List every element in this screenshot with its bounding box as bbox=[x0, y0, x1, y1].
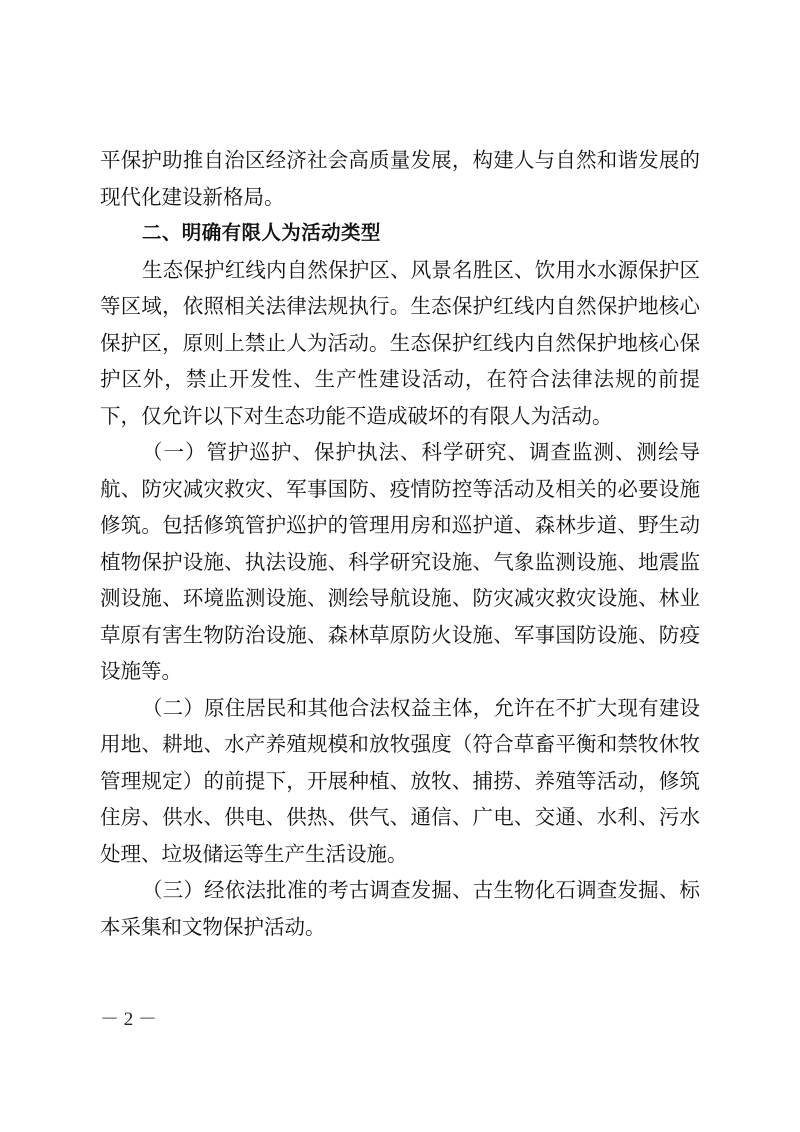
document-body bbox=[100, 142, 700, 945]
paragraph-item-3: （三）经依法批准的考古调查发掘、古生物化石调查发掘、标本采集和文物保护活动。 bbox=[100, 878, 700, 939]
paragraph-intro: 生态保护红线内自然保护区、风景名胜区、饮用水水源保护区等区域，依照相关法律法规执行。生态保护红线内自然保护地核心保护区，原则上禁止人为活动。生态保护红线内自然保护地核心保护区外，禁止开发性、生产性建设活动，在符合法律法规的前提下，仅允许以下对生态功能不造成破坏的有限人为活动。 bbox=[100, 257, 700, 428]
section-heading: 二、明确有限人为活动类型 bbox=[142, 221, 381, 244]
paragraph-item-2: （二）原住居民和其他合法权益主体，允许在不扩大现有建设用地、耕地、水产养殖规模和放牧强度（符合草畜平衡和禁牧休牧管理规定）的前提下，开展种植、放牧、捕捞、养殖等活动，修筑住房、供水、供电、供热、供气、通信、广电、交通、水利、污水处理、垃圾储运等生产生活设施。 bbox=[100, 695, 700, 866]
paragraph-item-1: （一）管护巡护、保护执法、科学研究、调查监测、测绘导航、防灾减灾救灾、军事国防、疫情防控等活动及相关的必要设施修筑。包括修筑管护巡护的管理用房和巡护道、森林步道、野生动植物保护设施、执法设施、科学研究设施、气象监测设施、地震监测设施、环境监测设施、测绘导航设施、防灾减灾救灾设施、林业草原有害生物防治设施、森林草原防火设施、军事国防设施、防疫设施等。 bbox=[100, 440, 700, 683]
page-number: － 2 － bbox=[100, 1009, 158, 1030]
paragraph-continuation: 平保护助推自治区经济社会高质量发展，构建人与自然和谐发展的现代化建设新格局。 bbox=[100, 148, 700, 209]
